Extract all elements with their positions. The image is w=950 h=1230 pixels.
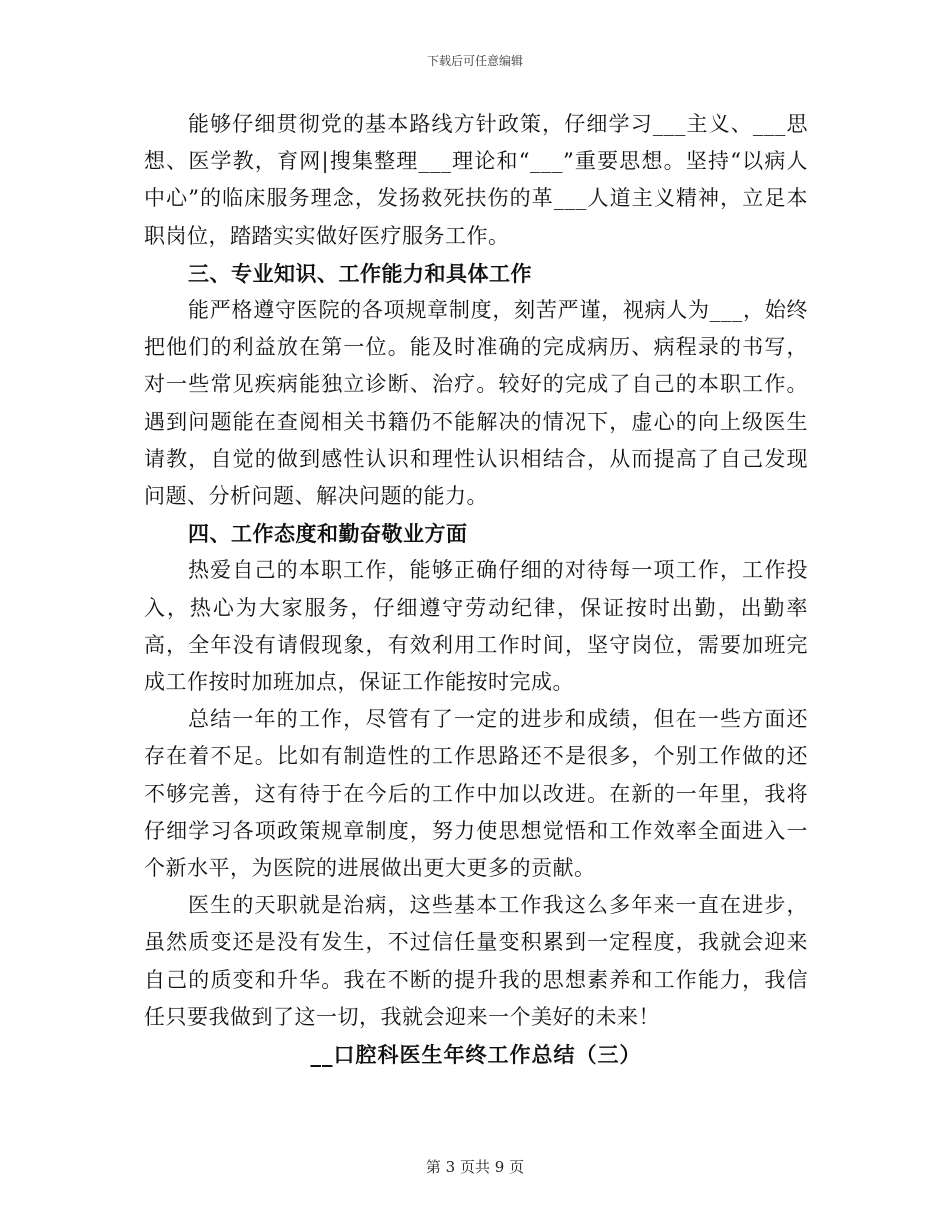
section-heading-professional-work: 三、专业知识、工作能力和具体工作	[188, 260, 532, 286]
paragraph-work-attitude: 热爱自己的本职工作，能够正确仔细的对待每一项工作，工作投入，热心为大家服务，仔细遵守劳动纪律，保证按时出勤，出勤率高，全年没有请假现象，有效利用工作时间，坚守岗位，需要加班完成工作按时加班加点，保证工作能按时完成。	[144, 558, 808, 695]
document-body	[144, 106, 808, 1073]
page-number-footer: 第 3 页共 9 页	[425, 1158, 525, 1176]
page-header-note: 下载后可任意编辑	[426, 54, 523, 68]
paragraph-political-study: 能够仔细贯彻党的基本路线方针政策，仔细学习___主义、___思想、医学教，育网|搜集整理___理论和“___”重要思想。坚持“以病人中心”的临床服务理念，发扬救死扶伤的革___人道主义精神，立足本职岗位，踏踏实实做好医疗服务工作。	[144, 112, 808, 248]
paragraph-year-summary: 总结一年的工作，尽管有了一定的进步和成绩，但在一些方面还存在着不足。比如有制造性的工作思路还不是很多，个别工作做的还不够完善，这有待于在今后的工作中加以改进。在新的一年里，我将仔细学习各项政策规章制度，努力使思想觉悟和工作效率全面进入一个新水平，为医院的进展做出更大更多的贡献。	[144, 707, 808, 881]
paragraph-doctor-duty: 医生的天职就是治病，这些基本工作我这么多年来一直在进步，虽然质变还是没有发生，不过信任量变积累到一定程度，我就会迎来自己的质变和升华。我在不断的提升我的思想素养和工作能力，我信任只要我做到了这一切，我就会迎来一个美好的未来！	[144, 893, 808, 1029]
section-heading-work-attitude: 四、工作态度和勤奋敬业方面	[188, 521, 468, 547]
paragraph-professional-work: 能严格遵守医院的各项规章制度，刻苦严谨，视病人为___，始终把他们的利益放在第一位。能及时准确的完成病历、病程录的书写，对一些常见疾病能独立诊断、治疗。较好的完成了自己的本职工作。遇到问题能在查阅相关书籍仍不能解决的情况下，虚心的向上级医生请教，自觉的做到感性认识和理性认识相结合，从而提高了自己发现问题、分析问题、解决问题的能力。	[144, 298, 808, 509]
next-section-title: __口腔科医生年终工作总结（三）	[310, 1042, 642, 1068]
